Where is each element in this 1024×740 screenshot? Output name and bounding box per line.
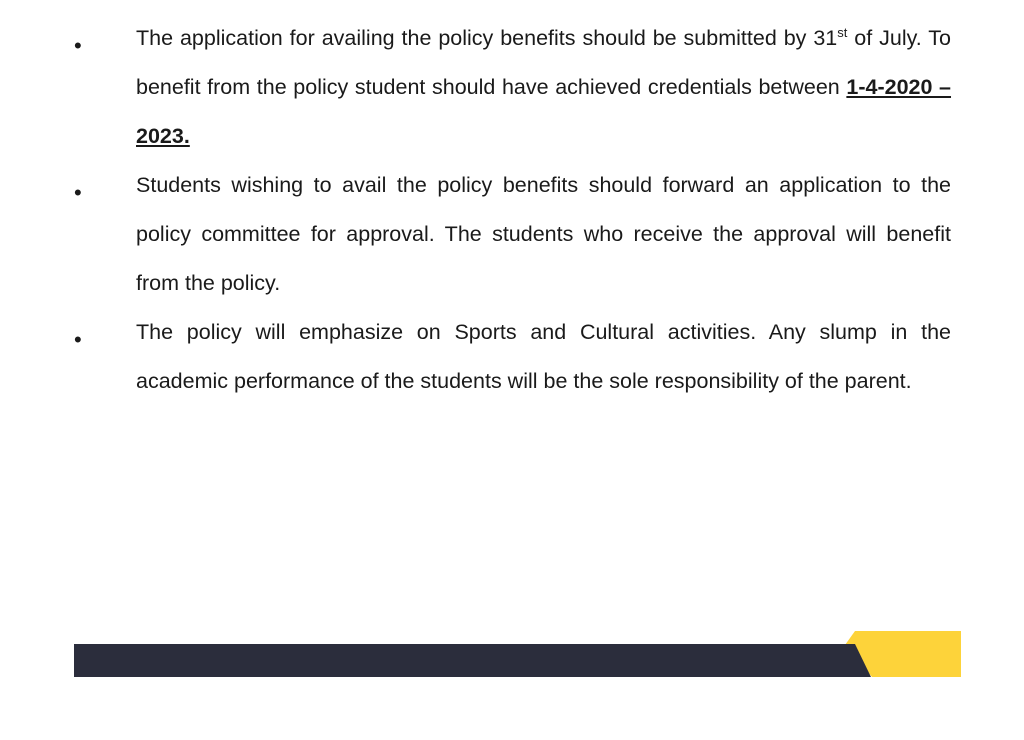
bullet-text-part: The application for availing the policy benefits should be submitted by 31	[136, 26, 838, 50]
footer-decorative-bar	[74, 631, 961, 677]
bullet-text-part: of July. To benefit from the policy student should have achieved credentials between	[136, 26, 951, 99]
bullet-marker: •	[74, 327, 82, 352]
footer-dark-bar	[74, 644, 871, 677]
bullet-marker: •	[74, 33, 82, 58]
ordinal-suffix: st	[837, 24, 848, 40]
bullet-marker: •	[74, 180, 82, 205]
bullet-text: Students wishing to avail the policy benefits should forward an application to the policy committee for approval. The students who receive the approval will benefit from the policy.	[136, 173, 951, 295]
footer-bar-graphic	[74, 631, 961, 677]
bullet-list	[0, 14, 1024, 455]
list-item	[0, 161, 1024, 308]
bullet-text	[136, 14, 951, 161]
list-item	[0, 14, 1024, 161]
list-item	[0, 308, 1024, 455]
date-range: 1-4-2020 – 2023.	[136, 75, 952, 148]
bullet-text: The policy will emphasize on Sports and Cultural activities. Any slump in the academic performance of the students will be the sole responsibility of the parent.	[136, 320, 951, 393]
